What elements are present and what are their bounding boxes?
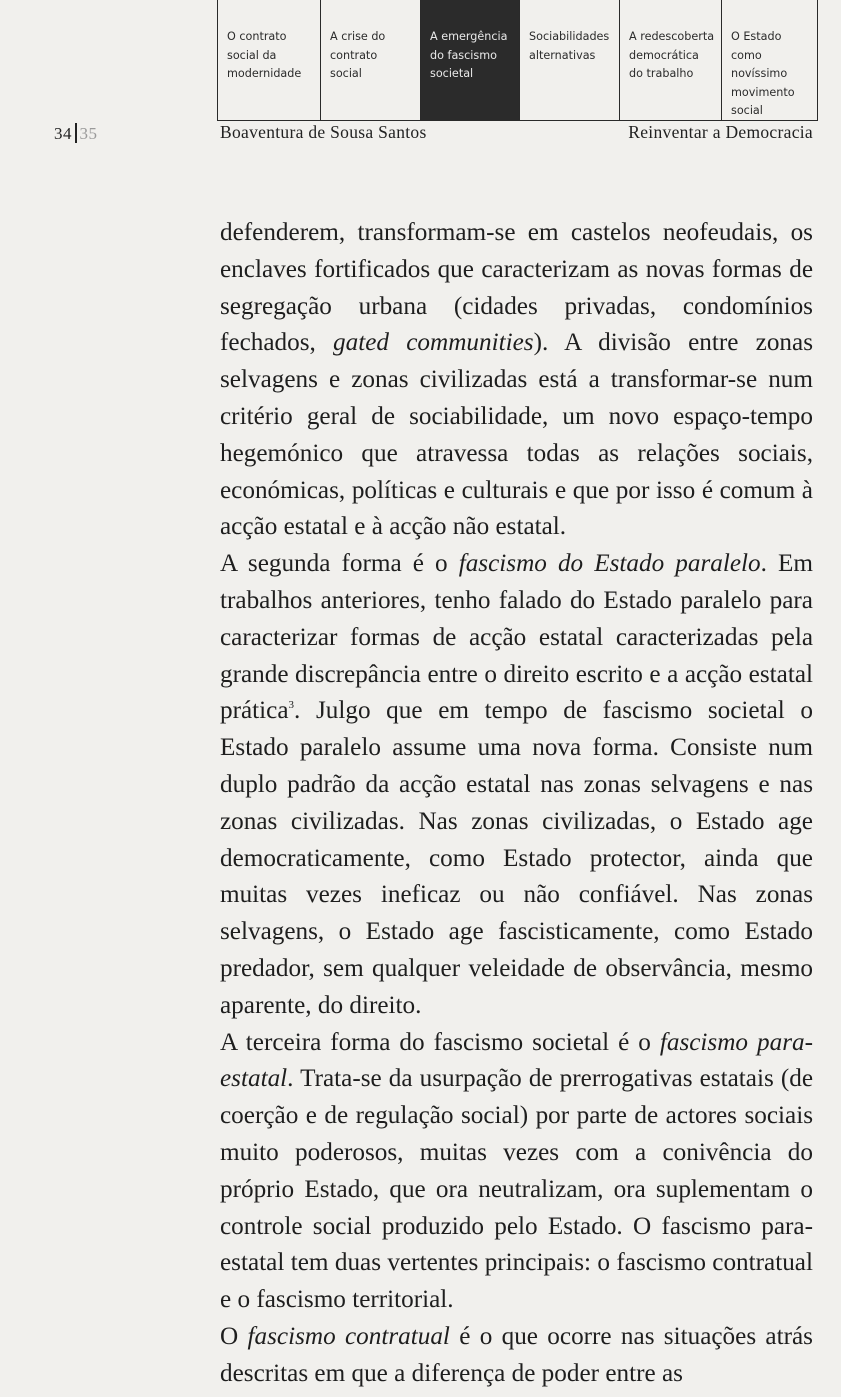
text-run: ). A divisão entre zonas selvagens e zonas civilizadas está a transformar-se num critério geral de sociabilidade, um novo espaço-tempo hegemónico que atravessa todas as relações sociais, económicas, políticas e culturais e que por isso é comum à acção estatal e à acção não estatal. [220, 329, 814, 541]
footnote-ref: 3 [288, 699, 295, 712]
nav-cell-sociabilidades: Sociabilidades alternativas [519, 0, 619, 120]
text-run: A segunda forma é o [220, 550, 459, 578]
text-run: defenderem, transformam-se em castelos neofeudais, os enclaves fortificados que caracterizam as novas formas de segregação urbana (cidades privadas, condomínios fechados, [220, 219, 813, 357]
paragraph [220, 1025, 813, 1319]
nav-cell-emergencia-fascismo: A emergência do fascismo societal [420, 0, 519, 120]
text-run: O [220, 1322, 248, 1350]
chapter-nav-table [217, 0, 818, 121]
running-header-author: Boaventura de Sousa Santos [220, 122, 427, 142]
nav-cell-redescoberta-trabalho: A redescoberta democrática do trabalho [619, 0, 721, 120]
italic-term: gated communities [333, 329, 534, 357]
page-number-left: 34 [54, 124, 72, 143]
italic-term: fascismo contratual [247, 1322, 450, 1350]
nav-cell-contrato-social: O contrato social da modernidade [217, 0, 320, 120]
nav-cell-estado-movimento: O Estado como novíssimo movimento social [721, 0, 818, 120]
page-number-divider [75, 123, 77, 143]
nav-cell-crise-contrato: A crise do contrato social [320, 0, 420, 120]
text-run: é o que ocorre nas situações atrás descritas em que a diferença de poder entre as [220, 1322, 813, 1387]
text-run: . Julgo que em tempo de fascismo societal o Estado paralelo assume uma nova forma. Consiste num duplo padrão da acção estatal nas zonas selvagens e nas zonas civilizadas. Nas zonas civilizadas, o Estado age democraticamente, como Estado protector, ainda que muitas vezes ineficaz ou não confiável. Nas zonas selvagens, o Estado age fascisticamente, como Estado predador, sem qualquer veleidade de observância, mesmo aparente, do direito. [220, 697, 813, 1019]
italic-term: fascismo do Estado paralelo [458, 550, 761, 578]
body-text [220, 215, 813, 1393]
running-header-title: Reinventar a Democracia [628, 122, 813, 142]
paragraph [220, 215, 813, 546]
italic-term: fascismo para-estatal [220, 1028, 813, 1093]
page-number [54, 123, 98, 144]
paragraph [220, 1319, 813, 1393]
text-run: A terceira forma do fascismo societal é o [220, 1028, 660, 1056]
text-run: . Trata-se da usurpação de prerrogativas estatais (de coerção e de regulação social) por parte de actores sociais muito poderosos, muitas vezes com a conivência do próprio Estado, que ora neutralizam, ora suplementam o controle social produzido pelo Estado. O fascismo para-estatal tem duas vertentes principais: o fascismo contratual e o fascismo territorial. [220, 1065, 813, 1314]
paragraph [220, 546, 813, 1024]
page-number-right: 35 [79, 124, 98, 143]
text-run: . Em trabalhos anteriores, tenho falado do Estado paralelo para caracterizar formas de acção estatal caracterizadas pela grande discrepância entre o direito escrito e a acção estatal prática [220, 550, 814, 725]
